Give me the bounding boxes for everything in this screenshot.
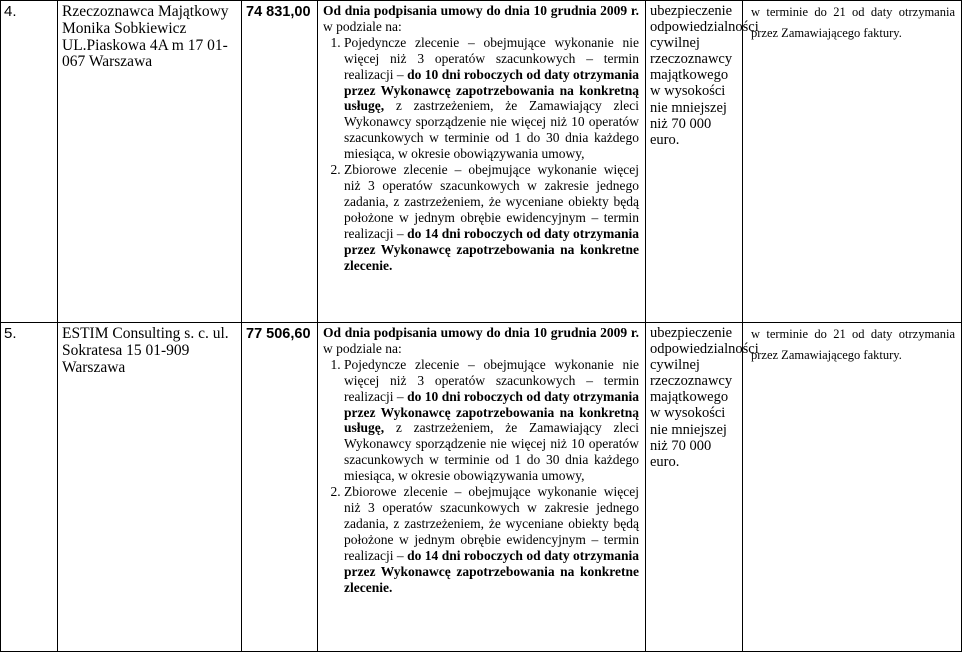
- term-item-deadline: do 14 dni roboczych od daty otrzymania przez Wykonawcę zapotrzebowania na konkretne zlecenie.: [344, 547, 639, 595]
- execution-term-cell: [318, 1, 646, 323]
- execution-term: [318, 323, 645, 595]
- payment-cell: [743, 1, 962, 323]
- term-item-single: [344, 35, 639, 162]
- payment-term: w terminie do 21 od daty otrzymania przez Zamawiającego faktury.: [751, 5, 955, 40]
- term-lead-bold: Od dnia podpisania umowy do dnia 10 grudnia 2009 r.: [323, 325, 639, 340]
- payment-cell: [743, 323, 962, 652]
- row-number-cell: [1, 323, 58, 652]
- term-item-text: Zbiorowe zlecenie – obejmujące wykonanie więcej niż 3 operatów szacunkowych w zakresie jednego zadania, z zastrzeżeniem, że wyceniane obiekty będą położone w jednym obrębie ewidencyjnym – termin realizacji –: [344, 162, 639, 241]
- term-lead: [323, 325, 639, 357]
- table-row: [1, 1, 962, 323]
- insurance-text: ubezpieczenie odpowiedzialności cywilnej rzeczoznawcy majątkowego w wysokości nie mniejszej niż 70 000 euro.: [650, 3, 759, 148]
- contractor-cell: [58, 1, 242, 323]
- term-lead: [323, 3, 639, 35]
- table-row: [1, 323, 962, 652]
- term-item-deadline: do 10 dni roboczych od daty otrzymania przez Wykonawcę zapotrzebowania na konkretną usługę,: [344, 66, 639, 114]
- term-item-deadline: do 14 dni roboczych od daty otrzymania przez Wykonawcę zapotrzebowania na konkretne zlecenie.: [344, 225, 639, 273]
- offer-price: 74 831,00: [246, 4, 311, 20]
- contractor-cell: [58, 323, 242, 652]
- term-item-deadline: do 10 dni roboczych od daty otrzymania przez Wykonawcę zapotrzebowania na konkretną usługę,: [344, 388, 639, 436]
- payment-term: w terminie do 21 od daty otrzymania przez Zamawiającego faktury.: [751, 327, 955, 362]
- price-cell: [242, 323, 318, 652]
- row-number-cell: [1, 1, 58, 323]
- term-item-single: [344, 357, 639, 484]
- term-item-text: Pojedyncze zlecenie – obejmujące wykonanie nie więcej niż 3 operatów szacunkowych – termin realizacji –: [344, 356, 639, 404]
- term-list: [323, 357, 639, 596]
- term-lead-bold: Od dnia podpisania umowy do dnia 10 grudnia 2009 r.: [323, 3, 639, 18]
- execution-term: [318, 1, 645, 273]
- term-item-collective: [344, 162, 639, 273]
- execution-term-cell: [318, 323, 646, 652]
- insurance-cell: [646, 323, 759, 652]
- insurance-text: ubezpieczenie odpowiedzialności cywilnej rzeczoznawcy majątkowego w wysokości nie mniejszej niż 70 000 euro.: [650, 325, 759, 470]
- term-lead-tail: w podziale na:: [323, 340, 402, 356]
- contractor-name-address: Rzeczoznawca Majątkowy Monika Sobkiewicz UL.Piaskowa 4A m 17 01-067 Warszawa: [62, 3, 229, 71]
- term-item-collective: [344, 484, 639, 595]
- offer-price: 77 506,60: [246, 326, 311, 342]
- term-item-text: z zastrzeżeniem, że Zamawiający zleci Wykonawcy sporządzenie nie więcej niż 10 operatów szacunkowych w terminie od 1 do 30 dnia każdego miesiąca, w okresie obowiązywania umowy,: [344, 98, 639, 162]
- insurance-cell: [646, 1, 759, 323]
- contractor-name-address: ESTIM Consulting s. c. ul. Sokratesa 15 01-909 Warszawa: [62, 325, 229, 376]
- term-item-text: Zbiorowe zlecenie – obejmujące wykonanie więcej niż 3 operatów szacunkowych w zakresie jednego zadania, z zastrzeżeniem, że wyceniane obiekty będą położone w jednym obrębie ewidencyjnym – termin realizacji –: [344, 484, 639, 563]
- price-cell: [242, 1, 318, 323]
- term-list: [323, 35, 639, 274]
- term-item-text: Pojedyncze zlecenie – obejmujące wykonanie nie więcej niż 3 operatów szacunkowych – termin realizacji –: [344, 34, 639, 82]
- term-lead-tail: w podziale na:: [323, 18, 402, 34]
- row-number: 5.: [4, 325, 17, 342]
- row-number: 4.: [4, 3, 17, 20]
- term-item-text: z zastrzeżeniem, że Zamawiający zleci Wykonawcy sporządzenie nie więcej niż 10 operatów szacunkowych w terminie od 1 do 30 dnia każdego miesiąca, w okresie obowiązywania umowy,: [344, 420, 639, 484]
